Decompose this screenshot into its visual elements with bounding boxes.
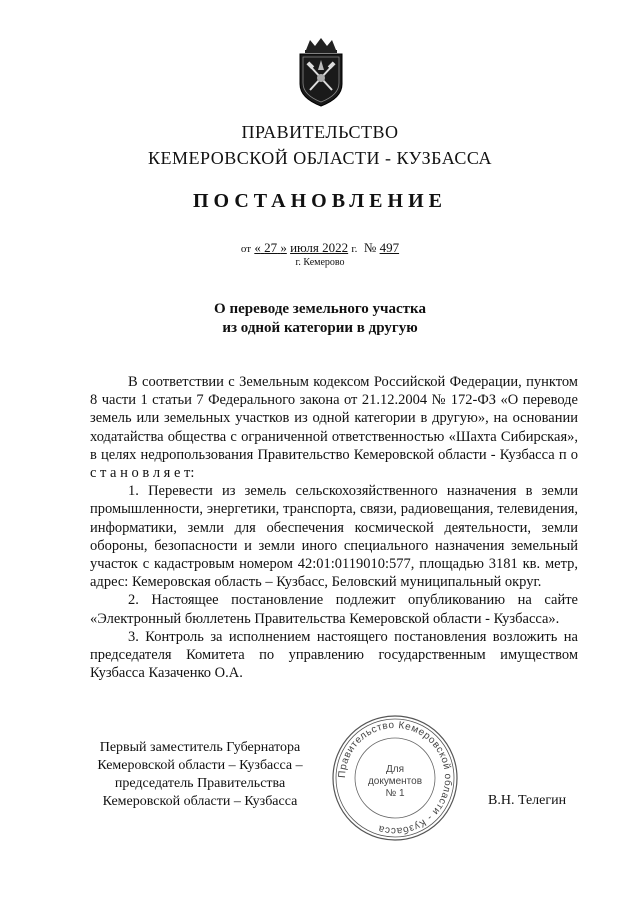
signatory-line2: Кемеровской области – Кузбасса – — [97, 758, 303, 773]
item-1: 1. Перевести из земель сельскохозяйственного назначения в земли промышленности, энергетики, транспорта, связи, радиовещания, телевидения, информатики, земли для обеспечения космической деятельности, земли обороны, безопасности и земли иного специального назначения земельный участок с кадастровым номером 42:01:0119010:577, площадью 3181 кв. метр, адрес: Кемеровская область – Кузбасс, Беловский муниципальный округ. — [90, 483, 578, 591]
decree-word: п о с т а н о в л я е т: — [90, 446, 579, 482]
number-sign: № — [363, 240, 377, 255]
document-body — [90, 373, 578, 682]
subject-line2: из одной категории в другую — [222, 320, 418, 336]
item-3: 3. Контроль за исполнением настоящего постановления возложить на председателя Комитета по управлению государственным имуществом Кузбасса Казаченко О.А. — [90, 628, 578, 682]
signatory-title — [80, 739, 320, 811]
signatory-line1: Первый заместитель Губернатора — [99, 740, 301, 755]
official-stamp — [330, 713, 460, 843]
date-year-suffix: г. — [351, 243, 358, 255]
date-prefix: от — [240, 243, 252, 255]
date-number-line — [0, 240, 640, 256]
city: г. Кемерово — [295, 257, 345, 268]
item-2: 2. Настоящее постановление подлежит опубликованию на сайте «Электронный бюллетень Правительства Кемеровской области - Кузбасса». — [90, 592, 578, 627]
org-name-line2: КЕМЕРОВСКОЙ ОБЛАСТИ - КУЗБАССА — [148, 148, 492, 168]
signatory-line4: Кемеровской области – Кузбасса — [102, 794, 298, 809]
document-subject — [0, 300, 640, 338]
subject-line1: О переводе земельного участка — [214, 301, 426, 317]
org-name-line1: ПРАВИТЕЛЬСТВО — [241, 122, 399, 142]
signatory-line3: председатель Правительства — [114, 776, 286, 791]
document-number: 497 — [379, 240, 400, 255]
stamp-center-text: Для документов № 1 — [367, 764, 423, 799]
coat-of-arms-icon — [296, 36, 346, 108]
date-month-year: июля 2022 — [290, 240, 349, 255]
document-type: ПОСТАНОВЛЕНИЕ — [193, 190, 447, 212]
svg-text:Правительство Кемеровской обла: Правительство Кемеровской области - Кузбасса — [336, 719, 454, 837]
signatory-name: В.Н. Телегин — [488, 793, 567, 808]
date-day: « 27 » — [254, 240, 287, 255]
intro-paragraph: В соответствии с Земельным кодексом Российской Федерации, пунктом 8 части 1 статьи 7 Федерального закона от 21.12.2004 № 172-ФЗ «О переводе земель или земельных участков из одной категории в другую», на основании ходатайства общества с ограниченной ответственностью «Шахта Сибирская», в целях недропользования Правительство Кемеровской области - Кузбасса п о с т а н о в л я е т: — [90, 374, 579, 482]
